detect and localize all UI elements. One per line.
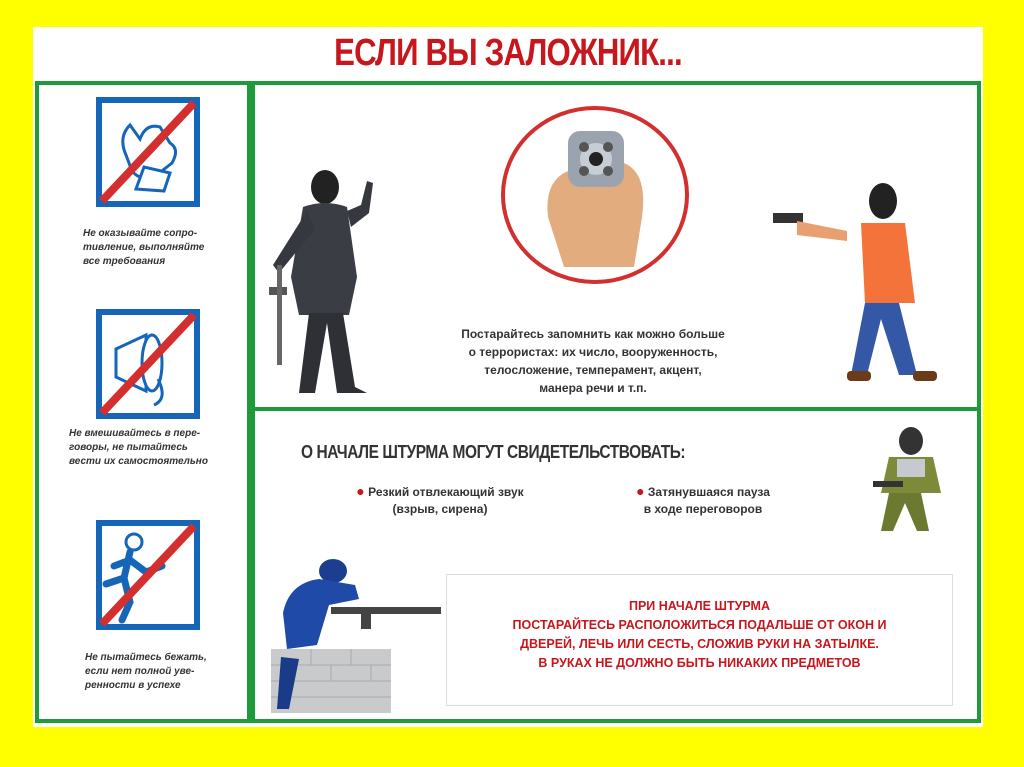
rule-caption-2: Не вмешивайтесь в пере- говоры, не пытайтесь вести их самостоятельно [69,428,208,467]
no-running-icon [96,520,200,630]
no-resistance-icon [96,97,200,207]
pointed-gun-illustration [500,105,690,285]
poster-title: ЕСЛИ ВЫ ЗАЛОЖНИК... [334,32,682,74]
no-negotiation-icon [96,309,200,419]
poster [33,27,983,727]
special-forces-illustration [261,547,451,717]
assault-heading: О НАЧАЛЕ ШТУРМА МОГУТ СВИДЕТЕЛЬСТВОВАТЬ: [301,442,686,462]
assault-sign-2: ● Затянувшаяся пауза в ходе переговоров [636,483,770,516]
assault-warning: ПРИ НАЧАЛЕ ШТУРМА ПОСТАРАЙТЕСЬ РАСПОЛОЖИТЬСЯ ПОДАЛЬШЕ ОТ ОКОН И ДВЕРЕЙ, ЛЕЧЬ ИЛИ СЕСТЬ, СЛОЖИВ РУКИ НА ЗАТЫЛКЕ. В РУКАХ НЕ ДОЛЖНО БЫТЬ НИКАКИХ ПРЕДМЕТОВ [512,599,887,670]
assault-warning-box [446,574,953,706]
rule-caption-1: Не оказывайте сопро- тивление, выполняйте все требования [83,228,205,267]
rule-caption-3: Не пытайтесь бежать, если нет полной уве- ренности в успехе [85,652,207,691]
soldier-illustration [873,425,953,545]
remember-text: Постарайтесь запомнить как можно больше о террористах: их число, вооруженность, телосложение, темперамент, акцент, манера речи и т.п. [461,327,725,395]
assault-sign-1: ● Резкий отвлекающий звук (взрыв, сирена) [356,483,524,516]
